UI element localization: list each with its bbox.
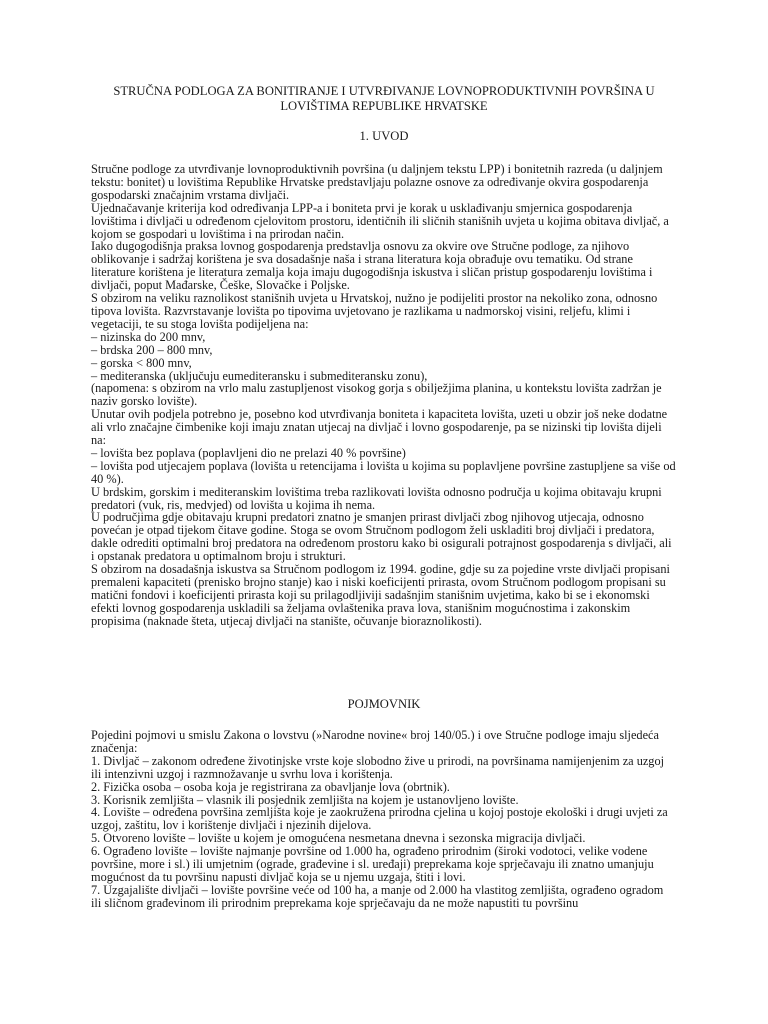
intro-body: [91, 163, 676, 628]
paragraph: Stručne podloge za utvrđivanje lovnoproduktivnih površina (u daljnjem tekstu LPP) i bonitetnih razreda (u daljnjem tekstu: bonitet) u lovištima Republike Hrvatske predstavljaju polazne osnove za određivanje okvira gospodarenja gospodarski značajnim vrstama divljači.: [91, 162, 663, 202]
list-item: – brdska 200 – 800 mnv,: [91, 342, 213, 357]
section-heading-intro: 1. UVOD: [359, 129, 409, 143]
paragraph: U brdskim, gorskim i mediteranskim lovištima treba razlikovati lovišta odnosno područja u kojima obitavaju krupni predatori (vuk, ris, medvjed) od lovišta u kojima ih nema.: [91, 484, 662, 512]
paragraph: S obzirom na dosadašnja iskustva sa Stručnom podlogom iz 1994. godine, gdje su za pojedine vrste divljači propisani premaleni kapaciteti (prenisko brojno stanje) kao i niski koeficijenti prirasta, ovom Stručnom podlogom propisani su matični fondovi i koeficijenti prirasta koji su prilagodljiviji sadašnjim stanišnim uvjetima, kako bi se i ekonomski efekti lovnog gospodarenja uskladili sa željama ovlaštenika prava lova, stanišnim mogućnostima i zakonskim propisima (naknade šteta, utjecaj divljači na stanište, očuvanje bioraznolikosti).: [91, 562, 670, 628]
document-title: STRUČNA PODLOGA ZA BONITIRANJE I UTVRĐIVANJE LOVNOPRODUKTIVNIH POVRŠINA U LOVIŠTIMA REPUBLIKE HRVATSKE: [113, 84, 655, 113]
paragraph: (napomena: s obzirom na vrlo malu zastupljenost visokog gorja s obilježjima planina, u kontekstu lovišta zadržan je naziv gorsko lovište).: [91, 381, 662, 409]
glossary-item: 7. Uzgajalište divljači – lovište površine veće od 100 ha, a manje od 2.000 ha vlastitog zemljišta, ograđeno ogradom ili sličnom građevinom ili prirodnim preprekama koje sprječavaju da ne može napustiti tu površinu: [91, 882, 664, 910]
list-item: – gorska < 800 mnv,: [91, 355, 192, 370]
paragraph: Pojedini pojmovi u smislu Zakona o lovstvu (»Narodne novine« broj 140/05.) i ove Stručne podloge imaju sljedeća značenja:: [91, 728, 659, 755]
list-item: – lovišta pod utjecajem poplava (lovišta u retencijama i lovišta u kojima su poplavljene površine zastupljene sa više od 40 %).: [91, 458, 676, 486]
glossary-item: 4. Lovište – određena površina zemljišta koje je zaokružena prirodna cjelina u kojoj postoje ekološki i drugi uvjeti za uzgoj, zaštitu, lov i korištenje divljači i njezinih dijelova.: [91, 805, 668, 833]
glossary-item: 3. Korisnik zemljišta – vlasnik ili posjednik zemljišta na kojem je ustanovljeno lovište.: [91, 792, 519, 807]
paragraph: Ujednačavanje kriterija kod određivanja LPP-a i boniteta prvi je korak u usklađivanju smjernica gospodarenja lovištima i divljači u određenom cjelovitom prostoru, identičnih ili sličnih stanišnih uvjeta u kojima obitava divljač, a kojom se gospodari u lovištima i na prirodan način.: [91, 200, 669, 241]
glossary-item: 1. Divljač – zakonom određene životinjske vrste koje slobodno žive u prirodi, na površinama namijenjenim za uzgoj ili intenzivni uzgoj i razmnožavanje u svrhu lova i korištenja.: [91, 753, 665, 781]
paragraph: Unutar ovih podjela potrebno je, posebno kod utvrđivanja boniteta i kapaciteta lovišta, uzeti u obzir još neke dodatne ali vrlo značajne čimbenike koji imaju znatan utjecaj na divljač i lovno gospodarenje, pa se nizinski tip lovišta dijeli na:: [91, 407, 668, 448]
glossary-body: [91, 729, 676, 910]
paragraph: U područjima gdje obitavaju krupni predatori znatno je smanjen prirast divljači zbog njihovog utjecaja, odnosno povećan je otpad tijekom čitave godine. Stoga se ovom Stručnom podlogom želi uskladiti broj divljači i predatora, dakle odrediti optimalni broj predatora na određenom prostoru kako bi osigurali potrajnost gospodarenja s divljači, ali i opstanak predatora u optimalnom broju i strukturi.: [91, 510, 672, 564]
glossary-item: 2. Fizička osoba – osoba koja je registrirana za obavljanje lova (obrtnik).: [91, 779, 450, 794]
glossary-item: 6. Ograđeno lovište – lovište najmanje površine od 1.000 ha, ograđeno prirodnim (široki vodotoci, velike vodene površine, more i sl.) ili umjetnim (ograde, građevine i sl. uređaji) preprekama koje sprječavaju ili znatno umanjuju mogućnost da tu površinu napusti divljač koja se u njemu uzgaja, štiti i lovi.: [91, 844, 654, 884]
list-item: – lovišta bez poplava (poplavljeni dio ne prelazi 40 % površine): [91, 445, 406, 460]
paragraph: S obzirom na veliku raznolikost stanišnih uvjeta u Hrvatskoj, nužno je podijeliti prostor na nekoliko zona, odnosno tipova lovišta. Razvrstavanje lovišta po tipovima uvjetovano je razlikama u nadmorskoj visini, reljefu, klimi i vegetaciji, te su stoga lovišta podijeljena na:: [91, 291, 658, 331]
list-item: – nizinska do 200 mnv,: [91, 329, 206, 344]
list-item: – mediteranska (uključuju eumediteransku i submediteransku zonu),: [91, 368, 428, 383]
glossary-item: 5. Otvoreno lovište – lovište u kojem je omogućena nesmetana dnevna i sezonska migracija divljači.: [91, 831, 586, 846]
paragraph: Iako dugogodišnja praksa lovnog gospodarenja predstavlja osnovu za okvire ove Stručne podloge, za njihovo oblikovanje i sadržaj korištena je sva dosadašnje naša i strana literatura koja obrađuje ovu tematiku. Od strane literature korištena je literatura zemalja koja imaju dugogodišnja iskustva i sličan pristup gospodarenju lovištima i divljači, poput Mađarske, Češke, Slovačke i Poljske.: [91, 239, 653, 293]
section-heading-glossary: POJMOVNIK: [347, 697, 421, 711]
